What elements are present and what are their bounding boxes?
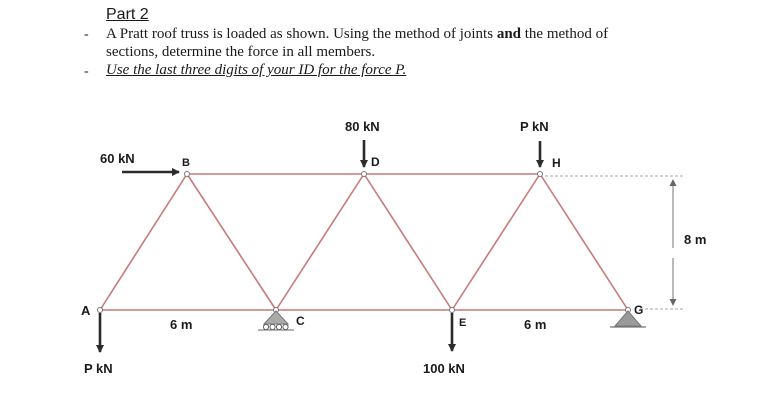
- bullet-dash-1: -: [84, 27, 89, 42]
- load-label-80kN: 80 kN: [345, 119, 380, 134]
- id-instruction: Use the last three digits of your ID for the force P.: [106, 62, 407, 78]
- joint-pins: [98, 172, 631, 313]
- label-D: D: [371, 155, 380, 169]
- load-label-P-H: P kN: [520, 119, 549, 134]
- load-label-60kN: 60 kN: [100, 151, 135, 166]
- member-EH: [452, 174, 540, 310]
- statement-text-a: A Pratt roof truss is loaded as shown. Using the method of joints: [106, 26, 497, 42]
- member-BC: [187, 174, 276, 310]
- pin-B: [185, 172, 190, 177]
- member-CD: [276, 174, 364, 310]
- member-HG: [540, 174, 628, 310]
- label-G: G: [634, 303, 644, 317]
- statement-text-and: and: [496, 26, 521, 42]
- label-A: A: [81, 303, 91, 318]
- bullet-dash-2: -: [84, 64, 89, 79]
- label-H: H: [552, 156, 561, 170]
- problem-statement-line-2: sections, determine the force in all members.: [106, 44, 376, 60]
- pin-D: [362, 172, 367, 177]
- part-title: Part 2: [106, 6, 149, 23]
- load-arrows: [100, 140, 540, 352]
- label-B: B: [182, 157, 190, 169]
- load-label-100kN: 100 kN: [423, 361, 465, 376]
- truss-members: [100, 174, 628, 310]
- label-E: E: [459, 317, 467, 329]
- dim-label-left-span: 6 m: [170, 317, 193, 332]
- dim-label-right-span: 6 m: [524, 317, 547, 332]
- label-C: C: [296, 314, 305, 328]
- pin-E: [450, 308, 455, 313]
- dim-label-height: 8 m: [684, 232, 707, 247]
- load-label-P-A: P kN: [84, 361, 113, 376]
- member-DE: [364, 174, 452, 310]
- pin-H: [538, 172, 543, 177]
- roller-support-C: [258, 311, 294, 330]
- member-AB: [100, 174, 187, 310]
- pin-A: [98, 308, 103, 313]
- statement-text-b: the method of: [521, 26, 609, 42]
